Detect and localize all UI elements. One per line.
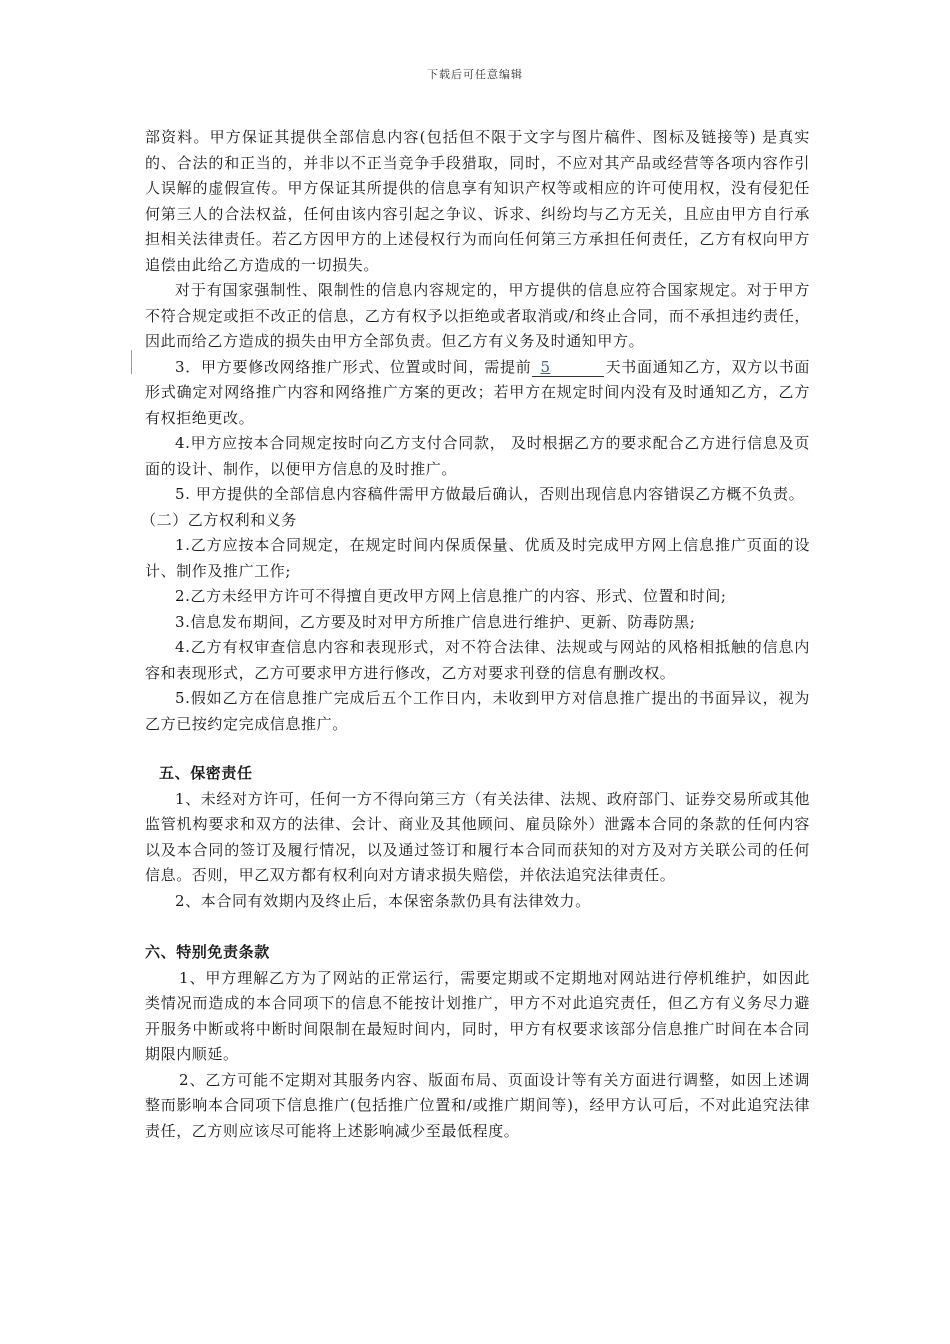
clause-a5-confirmation: 5. 甲方提供的全部信息内容稿件需甲方做最后确认，否则出现信息内容错误乙方概不负责。 xyxy=(175,485,805,503)
confidentiality-clause-2: 2、本合同有效期内及终止后，本保密条款仍具有法律效力。 xyxy=(175,891,591,910)
document-body xyxy=(141,125,810,1144)
clause-b4: 4.乙方有权审查信息内容和表现形式，对不符合法律、法规或与网站的风格相抵触的信息内容和表现形式，乙方可要求甲方进行修改，乙方对要求刊登的信息有删改权。 xyxy=(145,638,810,682)
clause-a3-modification xyxy=(145,355,810,432)
section-heading-disclaimer: 六、特别免责条款 xyxy=(145,943,270,961)
clause-a3-text-before: 3．甲方要修改网络推广形式、位置或时间，需提前 xyxy=(175,357,532,376)
clause-b1: 1.乙方应按本合同规定，在规定时间内保质保量、优质及时完成甲方网上信息推广页面的设计、制作及推广工作; xyxy=(145,536,810,580)
revision-margin-bar xyxy=(131,350,132,374)
subsection-heading-party-b: （二）乙方权利和义务 xyxy=(141,510,298,529)
disclaimer-clause-2: 2、乙方可能不定期对其服务内容、版面布局、页面设计等有关方面进行调整，如因上述调整而影响本合同项下信息推广(包括推广位置和/或推广期间等)，经甲方认可后，不对此追究法律责任，乙方则应该尽可能将上述影响减少至最低程度。 xyxy=(145,1070,810,1140)
section-heading-confidentiality: 五、保密责任 xyxy=(159,764,253,782)
clause-a4-payment: 4.甲方应按本合同规定按时向乙方支付合同款， 及时根据乙方的要求配合乙方进行信息及页面的设计、制作，以便甲方信息的及时推广。 xyxy=(145,434,810,478)
page-header: 下载后可任意编辑 xyxy=(427,68,523,81)
clause-a3-text-after: 天书面通知乙方，双方以书面形式确定对网络推广内容和网络推广方案的更改；若甲方在规定时间内没有及时通知乙方，乙方有权拒绝更改。 xyxy=(145,357,810,427)
clause-b5: 5.假如乙方在信息推广完成后五个工作日内，未收到甲方对信息推广提出的书面异议，视为乙方已按约定完成信息推广。 xyxy=(145,689,810,733)
disclaimer-clause-1: 1、甲方理解乙方为了网站的正常运行，需要定期或不定期地对网站进行停机维护，如因此类情况而造成的本合同项下的信息不能按计划推广，甲方不对此追究责任，但乙方有义务尽力避开服务中断或将中断时间限制在最短时间内，同时，甲方有权要求该部分信息推广时间在本合同期限内顺延。 xyxy=(145,968,810,1063)
clause-b2: 2.乙方未经甲方许可不得擅自更改甲方网上信息推广的内容、形式、位置和时间; xyxy=(175,587,727,605)
clause-b3: 3.信息发布期间，乙方要及时对甲方所推广信息进行维护、更新、防毒防黑; xyxy=(175,612,696,631)
days-blank-field xyxy=(532,358,604,377)
days-value: 5 xyxy=(540,357,551,376)
paragraph-state-regulations: 对于有国家强制性、限制性的信息内容规定的，甲方提供的信息应符合国家规定。对于甲方不符合规定或拒不改正的信息，乙方有权予以拒绝或者取消或/和终止合同，而不承担违约责任，因此而给乙方造成的损失由甲方全部负责。但乙方有义务及时通知甲方。 xyxy=(145,281,810,350)
paragraph-party-a-guarantee: 部资料。甲方保证其提供全部信息内容(包括但不限于文字与图片稿件、图标及链接等) 是真实的、合法的和正当的，并非以不正当竞争手段猎取，同时，不应对其产品或经营等各项内容作引人误解的虚假宣传。甲方保证其所提供的信息享有知识产权等或相应的许可使用权，没有侵犯任何第三人的合法权益，任何由该内容引起之争议、诉求、纠纷均与乙方无关，且应由甲方自行承担相关法律责任。若乙方因甲方的上述侵权行为而向任何第三方承担任何责任，乙方有权向甲方追偿由此给乙方造成的一切损失。 xyxy=(145,128,810,274)
confidentiality-clause-1: 1、未经对方许可，任何一方不得向第三方（有关法律、法规、政府部门、证券交易所或其他监管机构要求和双方的法律、会计、商业及其他顾问、雇员除外）泄露本合同的条款的任何内容以及本合同的签订及履行情况，以及通过签订和履行本合同而获知的对方及对方关联公司的任何信息。否则，甲乙双方都有权利向对方请求损失赔偿，并依法追究法律责任。 xyxy=(145,789,810,884)
